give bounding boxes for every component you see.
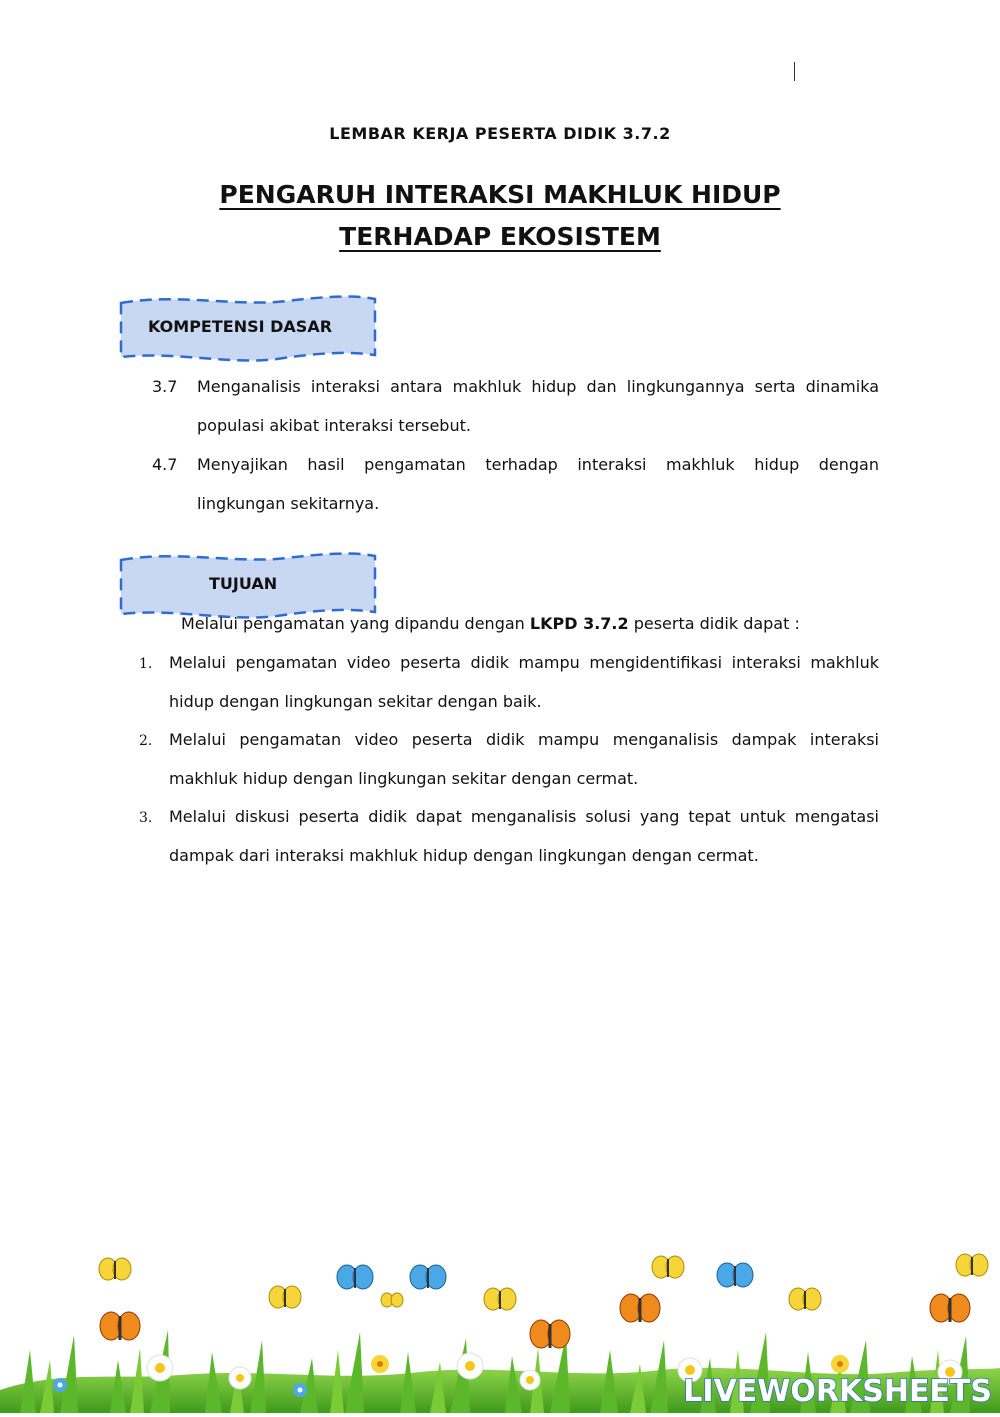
kompetensi-line: Menganalisis interaksi antara makhluk hidup dan lingkungannya serta dinamika	[197, 377, 879, 396]
kompetensi-line: populasi akibat interaksi tersebut.	[197, 416, 471, 435]
tujuan-intro	[181, 614, 800, 633]
tujuan-line: Melalui pengamatan video peserta didik mampu menganalisis dampak interaksi	[169, 730, 879, 749]
grass-butterfly-footer	[0, 1240, 1000, 1413]
kompetensi-number: 3.7	[152, 377, 178, 396]
text-cursor-mark	[794, 62, 795, 81]
tujuan-line: dampak dari interaksi makhluk hidup dengan lingkungan dengan cermat.	[169, 846, 759, 865]
intro-text-end: peserta didik dapat :	[628, 614, 800, 633]
intro-lkpd-bold: LKPD 3.7.2	[529, 614, 629, 633]
intro-text: Melalui pengamatan yang dipandu dengan	[181, 614, 530, 633]
tujuan-line: Melalui diskusi peserta didik dapat menganalisis solusi yang tepat untuk mengatasi	[169, 807, 879, 826]
kompetensi-number: 4.7	[152, 455, 178, 474]
liveworksheets-watermark: LIVEWORKSHEETS	[683, 1374, 992, 1409]
title-line-2: TERHADAP EKOSISTEM	[339, 222, 661, 251]
tujuan-number: 3.	[139, 810, 153, 826]
kompetensi-banner	[117, 293, 381, 363]
kompetensi-line: Menyajikan hasil pengamatan terhadap interaksi makhluk hidup dengan	[197, 455, 879, 474]
tujuan-banner	[117, 550, 381, 620]
tujuan-number: 1.	[139, 656, 153, 672]
kompetensi-line: lingkungan sekitarnya.	[197, 494, 380, 513]
title-line-1: PENGARUH INTERAKSI MAKHLUK HIDUP	[219, 180, 781, 209]
tujuan-line: hidup dengan lingkungan sekitar dengan baik.	[169, 692, 542, 711]
tujuan-line: Melalui pengamatan video peserta didik mampu mengidentifikasi interaksi makhluk	[169, 653, 879, 672]
tujuan-heading: TUJUAN	[209, 574, 278, 593]
tujuan-line: makhluk hidup dengan lingkungan sekitar dengan cermat.	[169, 769, 639, 788]
document-label: LEMBAR KERJA PESERTA DIDIK 3.7.2	[329, 124, 671, 143]
kompetensi-heading: KOMPETENSI DASAR	[148, 317, 333, 336]
page-title	[0, 174, 1000, 258]
tujuan-number: 2.	[139, 733, 153, 749]
